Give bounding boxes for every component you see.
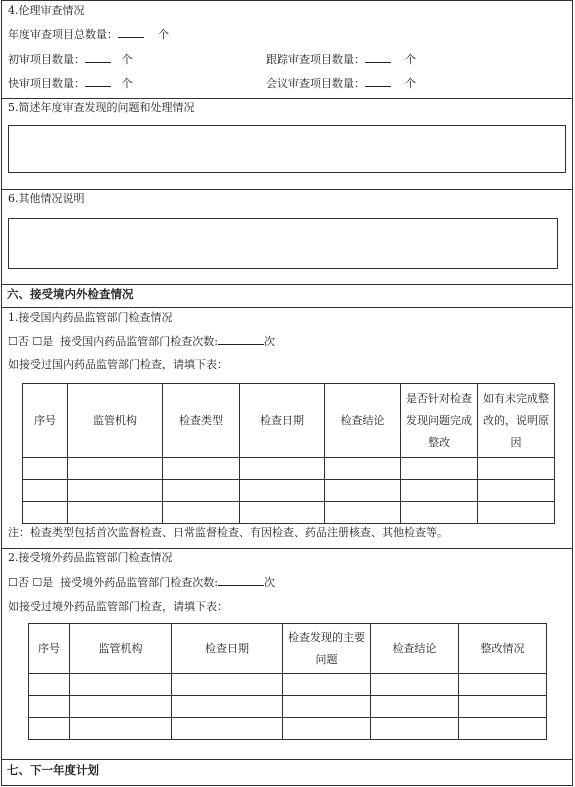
foreign-heading: 2.接受境外药品监管部门检查情况	[8, 551, 173, 564]
table-cell[interactable]	[371, 696, 459, 718]
table-cell[interactable]	[29, 718, 70, 740]
table-cell[interactable]	[172, 718, 283, 740]
table-cell[interactable]	[70, 674, 172, 696]
domestic-no-checkbox[interactable]: ☐	[8, 335, 18, 348]
divider	[1, 548, 573, 549]
table-cell[interactable]	[29, 674, 70, 696]
header-cell: 如有未完成整改的，说明原因	[478, 384, 555, 458]
initial-count-label: 初审项目数量：	[8, 53, 85, 66]
header-cell: 整改情况	[459, 624, 547, 674]
domestic-count-label: 接受国内药品监管部门检查次数:	[60, 335, 218, 348]
foreign-yes-label: 是	[42, 576, 54, 589]
initial-count-row	[8, 52, 133, 67]
table-cell[interactable]	[401, 502, 478, 524]
table-cell[interactable]	[240, 480, 325, 502]
foreign-count-label: 接受境外药品监管部门检查次数:	[60, 576, 218, 589]
foreign-count-field[interactable]	[218, 575, 264, 586]
meeting-count-field[interactable]	[365, 76, 391, 87]
header-cell: 检查结论	[371, 624, 459, 674]
divider	[1, 98, 573, 99]
tracking-count-field[interactable]	[365, 52, 391, 63]
foreign-no-checkbox[interactable]: ☐	[8, 576, 18, 589]
table-cell[interactable]	[283, 718, 371, 740]
table-cell[interactable]	[240, 502, 325, 524]
other-text-box[interactable]	[8, 218, 558, 269]
table-cell[interactable]	[459, 718, 547, 740]
table-row	[23, 458, 555, 480]
table-cell[interactable]	[459, 674, 547, 696]
table-cell[interactable]	[325, 480, 401, 502]
table-cell[interactable]	[283, 674, 371, 696]
header-cell: 检查类型	[163, 384, 240, 458]
total-count-row	[8, 27, 169, 42]
table-cell[interactable]	[163, 502, 240, 524]
table-header-row	[29, 624, 547, 674]
table-cell[interactable]	[478, 502, 555, 524]
foreign-count-unit: 次	[263, 576, 275, 589]
table-cell[interactable]	[68, 458, 163, 480]
table-cell[interactable]	[459, 696, 547, 718]
header-cell: 检查发现的主要问题	[283, 624, 371, 674]
table-cell[interactable]	[401, 480, 478, 502]
table-cell[interactable]	[163, 458, 240, 480]
meeting-count-unit: 个	[405, 77, 416, 90]
table-cell[interactable]	[172, 674, 283, 696]
inspection-type-note: 注：检查类型包括首次监督检查、日常监督检查、有因检查、药品注册核查、其他检查等。	[8, 526, 448, 539]
header-cell: 检查结论	[325, 384, 401, 458]
initial-count-unit: 个	[121, 53, 133, 66]
table-cell[interactable]	[163, 480, 240, 502]
ethics-heading: 4.伦理审查情况	[8, 4, 85, 17]
table-row	[29, 696, 547, 718]
table-cell[interactable]	[68, 502, 163, 524]
table-row	[23, 480, 555, 502]
domestic-count-unit: 次	[263, 335, 275, 348]
foreign-inspection-table	[28, 623, 547, 740]
tracking-count-row	[266, 52, 416, 67]
divider	[1, 189, 573, 190]
header-cell: 序号	[29, 624, 70, 674]
table-row	[29, 718, 547, 740]
domestic-count-field[interactable]	[218, 334, 264, 345]
header-cell: 序号	[23, 384, 68, 458]
tracking-count-unit: 个	[405, 53, 416, 66]
domestic-heading: 1.接受国内药品监管部门检查情况	[8, 311, 173, 324]
meeting-count-row	[266, 76, 416, 91]
issues-heading: 5.简述年度审查发现的问题和处理情况	[8, 101, 195, 114]
table-cell[interactable]	[283, 696, 371, 718]
domestic-yes-checkbox[interactable]: ☐	[32, 335, 43, 348]
table-cell[interactable]	[70, 696, 172, 718]
domestic-instruction: 如接受过国内药品监管部门检查，请填下表：	[8, 358, 228, 371]
domestic-no-label: 否	[17, 335, 29, 348]
table-cell[interactable]	[371, 674, 459, 696]
issues-text-box[interactable]	[8, 125, 566, 173]
table-row	[29, 674, 547, 696]
table-cell[interactable]	[240, 458, 325, 480]
foreign-instruction: 如接受过境外药品监管部门检查，请填下表：	[8, 600, 228, 613]
table-cell[interactable]	[172, 696, 283, 718]
header-cell: 监管机构	[68, 384, 163, 458]
other-heading: 6.其他情况说明	[8, 192, 85, 205]
divider	[1, 759, 573, 760]
fast-count-row	[8, 76, 133, 91]
table-cell[interactable]	[23, 480, 68, 502]
header-cell: 监管机构	[70, 624, 172, 674]
table-cell[interactable]	[23, 502, 68, 524]
table-cell[interactable]	[401, 458, 478, 480]
divider	[1, 284, 573, 285]
foreign-choice-row	[8, 575, 275, 590]
domestic-yes-label: 是	[42, 335, 54, 348]
domestic-inspection-table	[22, 383, 555, 524]
table-cell[interactable]	[371, 718, 459, 740]
initial-count-field[interactable]	[85, 52, 111, 63]
table-row	[23, 502, 555, 524]
tracking-count-label: 跟踪审查项目数量：	[266, 53, 365, 66]
header-cell: 是否针对检查发现问题完成整改	[401, 384, 478, 458]
table-cell[interactable]	[325, 502, 401, 524]
table-header-row	[23, 384, 555, 458]
table-cell[interactable]	[68, 480, 163, 502]
meeting-count-label: 会议审查项目数量：	[266, 77, 365, 90]
fast-count-label: 快审项目数量：	[8, 77, 85, 90]
table-cell[interactable]	[70, 718, 172, 740]
foreign-no-label: 否	[17, 576, 29, 589]
header-cell: 检查日期	[240, 384, 325, 458]
table-cell[interactable]	[23, 458, 68, 480]
table-cell[interactable]	[325, 458, 401, 480]
total-count-field[interactable]	[118, 27, 144, 38]
domestic-choice-row	[8, 334, 275, 349]
fast-count-unit: 个	[121, 77, 133, 90]
foreign-yes-checkbox[interactable]: ☐	[32, 576, 43, 589]
total-count-unit: 个	[158, 28, 169, 41]
total-count-label: 年度审查项目总数量：	[8, 28, 118, 41]
table-cell[interactable]	[478, 458, 555, 480]
divider	[1, 307, 573, 308]
table-cell[interactable]	[29, 696, 70, 718]
section7-title: 七、下一年度计划	[7, 763, 99, 777]
table-cell[interactable]	[478, 480, 555, 502]
section6-title: 六、接受境内外检查情况	[7, 287, 134, 301]
header-cell: 检查日期	[172, 624, 283, 674]
fast-count-field[interactable]	[85, 76, 111, 87]
